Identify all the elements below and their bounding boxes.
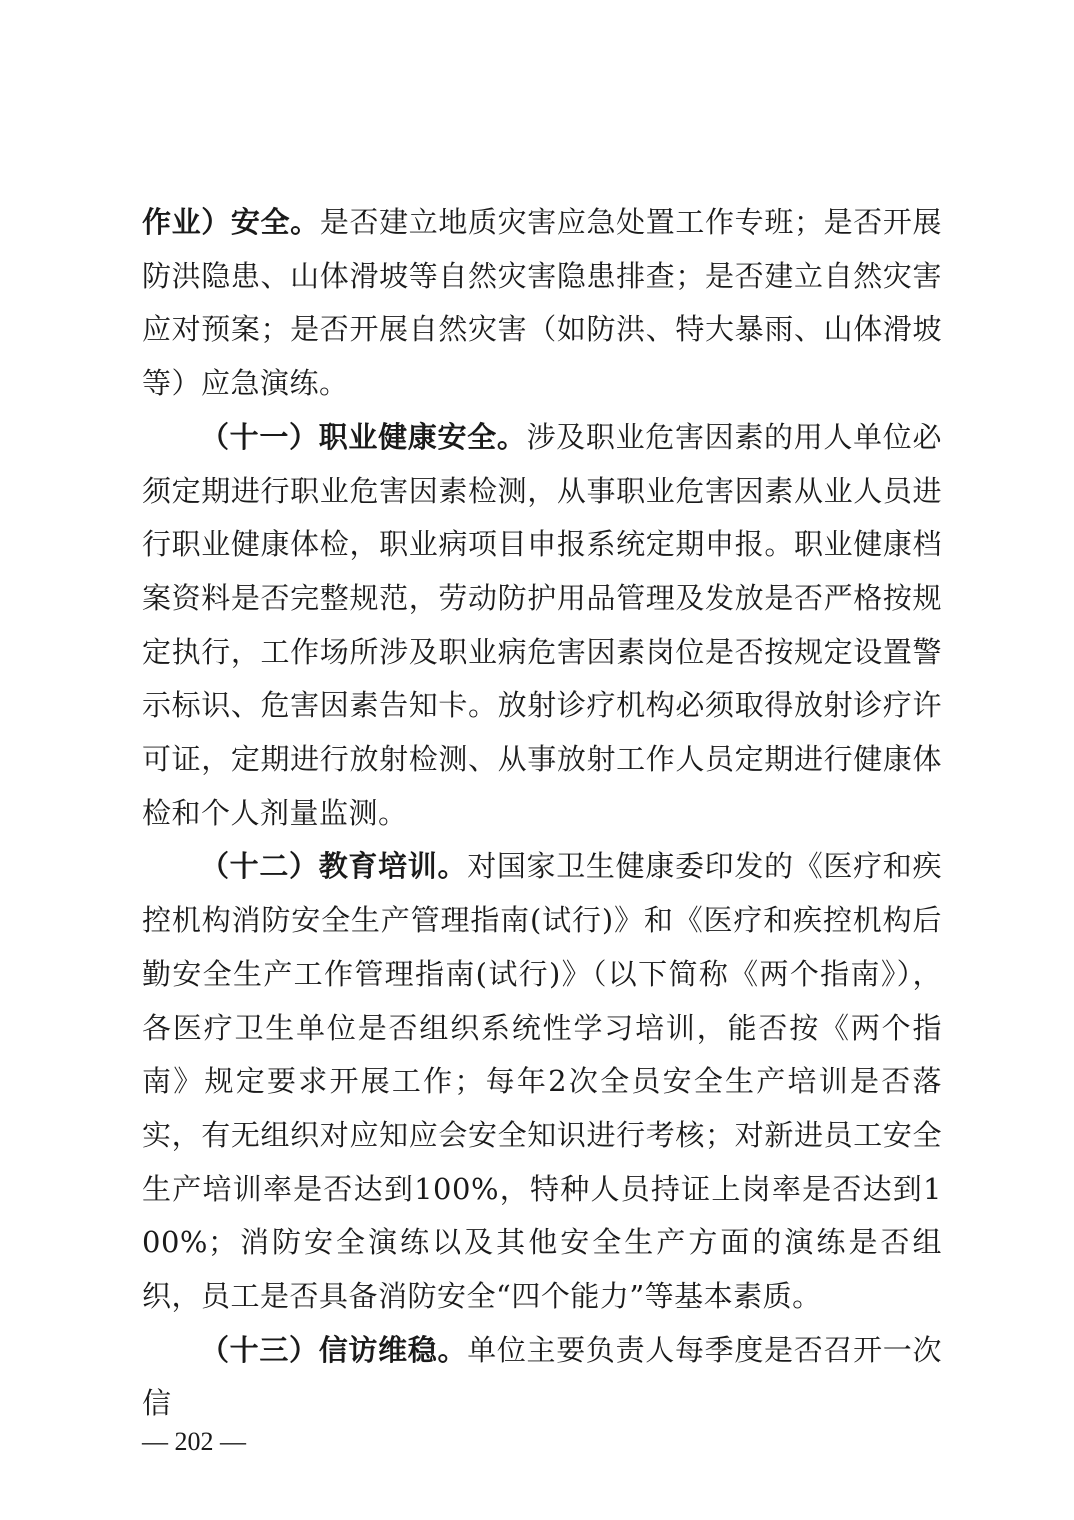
paragraph-heading: 作业）安全。 [142,205,320,239]
paragraph-text: 单位主要负责人每季度是否召开一次信 [142,1332,942,1421]
paragraph-text: 涉及职业危害因素的用人单位必须定期进行职业危害因素检测，从事职业危害因素从业人员进行职业健康体检，职业病项目申报系统定期申报。职业健康档案资料是否完整规范，劳动防护用品管理及发放是否严格按规定执行，工作场所涉及职业病危害因素岗位是否按规定设置警示标识、危害因素告知卡。放射诊疗机构必须取得放射诊疗许可证，定期进行放射检测、从事放射工作人员定期进行健康体检和个人剂量监测。 [142,419,942,830]
paragraph-petition-stability [142,1324,942,1431]
paragraph-occupational-health [142,411,942,841]
paragraph-text: 是否建立地质灾害应急处置工作专班；是否开展防洪隐患、山体滑坡等自然灾害隐患排查；是否建立自然灾害应对预案；是否开展自然灾害（如防洪、特大暴雨、山体滑坡等）应急演练。 [142,205,942,401]
paragraph-heading: （十三）信访维稳。 [200,1332,468,1367]
page-number: — 202 — [142,1427,246,1456]
paragraph-text: 对国家卫生健康委印发的《医疗和疾控机构消防安全生产管理指南(试行)》和《医疗和疾控机构后勤安全生产工作管理指南(试行)》（以下简称《两个指南》），各医疗卫生单位是否组织系统性学习培训，能否按《两个指南》规定要求开展工作；每年2次全员安全生产培训是否落实，有无组织对应知应会安全知识进行考核；对新进员工安全生产培训率是否达到100%，特种人员持证上岗率是否达到100%；消防安全演练以及其他安全生产方面的演练是否组织，员工是否具备消防安全“四个能力”等基本素质。 [142,849,942,1314]
paragraph-heading: （十二）教育培训。 [200,849,468,884]
paragraph-natural-disaster [142,196,942,411]
document-body [142,196,942,1431]
paragraph-education-training [142,840,942,1323]
paragraph-heading: （十一）职业健康安全。 [200,419,527,454]
